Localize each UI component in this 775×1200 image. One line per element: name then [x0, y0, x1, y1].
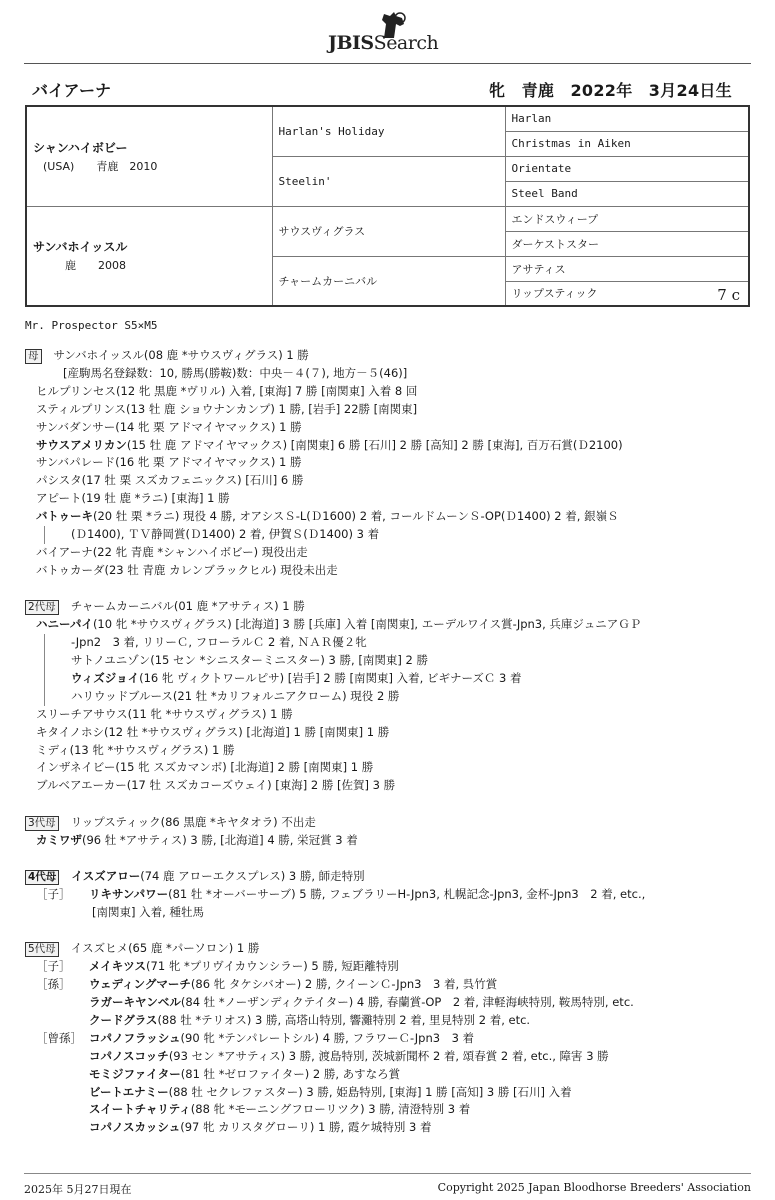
section-tag: 2代母 — [25, 600, 59, 615]
notable-horse-name[interactable]: クードグラス — [89, 1012, 158, 1027]
list-item: ［子］ リキサンパワー(81 牡 *オーバーサーブ) 5 勝, フェブラリーH-Jpn3, 札幌記念-Jpn3, 金杯-Jpn3 2 着, etc., — [25, 886, 750, 904]
list-item-continued: [南関東] 入着, 種牡馬 — [92, 904, 204, 919]
dam-dam[interactable]: チャームカーニバル — [272, 256, 505, 306]
list-item: スイートチャリティ(88 牝 *モーニングフローリツク) 3 勝, 清澄特別 3 着 — [89, 1102, 471, 1117]
header-divider — [24, 63, 751, 64]
notable-horse-name[interactable]: ウェディングマーチ — [89, 977, 191, 992]
list-item: ミディ(13 牝 *サウスヴィグラス) 1 勝 — [36, 742, 235, 757]
list-item: バトゥーキ(20 牡 栗 *ラニ) 現役 4 勝, オアシスＳ-L(Ｄ1600) 2 着, コールドムーンＳ-OP(Ｄ1400) 2 着, 銀嶺Ｓ — [36, 509, 619, 524]
section-tag: 3代母 — [25, 816, 59, 831]
list-item: ヒルプリンセス(12 牝 黒鹿 *ヴリル) 入着, [東海] 7 勝 [南関東] 入着 8 回 — [36, 383, 418, 398]
jbis-logo[interactable] — [0, 8, 775, 58]
list-item: ［曾孫］ コパノフラッシュ(90 牝 *テンパレートシル) 4 勝, フラワーＣ-Jpn3 3 着 — [25, 1030, 750, 1048]
list-item: ウィズジョイ(16 牝 ヴィクトワールピサ) [岩手] 2 勝 [南関東] 入着, ビギナーズＣ 3 着 — [71, 670, 522, 685]
list-item: スリーチアサウス(11 牝 *サウスヴィグラス) 1 勝 — [36, 706, 293, 721]
section-head: サンバホイッスル(08 鹿 *サウスヴィグラス) 1 勝 — [53, 348, 309, 362]
notable-horse-name[interactable]: サウスアメリカン — [36, 437, 127, 452]
sire-cell — [26, 106, 272, 206]
dam-details: 鹿 2008 — [43, 259, 126, 273]
notable-horse-name[interactable]: コパノフラッシュ — [89, 1030, 181, 1045]
notable-horse-name[interactable]: カミワザ — [36, 832, 82, 847]
section-tag: 5代母 — [25, 942, 59, 957]
pedigree-g3-cell[interactable]: Christmas in Aiken — [505, 131, 749, 156]
relation-label: ［子］ — [36, 886, 71, 901]
notable-horse-name[interactable]: リキサンパワー — [89, 886, 169, 901]
section-4th-dam — [25, 868, 750, 922]
list-item: モミジファイター(81 牡 *ゼロファイター) 2 勝, あすなろ賞 — [89, 1066, 401, 1081]
list-item: カミワザ(96 牡 *アサティス) 3 勝, [北海道] 4 勝, 栄冠賞 3 着 — [36, 832, 358, 847]
list-item: インザネイビー(15 牝 スズカマンボ) [北海道] 2 勝 [南関東] 1 勝 — [36, 760, 374, 775]
notable-horse-name[interactable]: ラガーキヤンベル — [89, 995, 181, 1009]
section-head: リップスティック(86 黒鹿 *キヤタオラ) 不出走 — [70, 814, 316, 829]
pedigree-g3-cell[interactable]: ダーケストスター — [505, 231, 749, 256]
section-dam — [25, 347, 750, 580]
pedigree-g3-cell[interactable]: Orientate — [505, 156, 749, 181]
pedigree-g3-cell[interactable]: アサティス — [505, 256, 749, 281]
list-item: バイアーナ(22 牝 青鹿 *シャンハイボビー) 現役出走 — [36, 544, 308, 559]
relation-label: ［曾孫］ — [36, 1030, 82, 1045]
notable-horse-name[interactable]: メイキツス — [89, 959, 147, 974]
dam-name[interactable]: サンバホイッスル — [33, 240, 128, 255]
pedigree-g3-cell[interactable]: エンドスウィープ — [505, 206, 749, 231]
horse-name: バイアーナ — [32, 81, 112, 100]
list-item: サンバパレード(16 牝 栗 アドマイヤマックス) 1 勝 — [36, 455, 302, 470]
section-tag: 4代母 — [25, 870, 59, 885]
horse-title-row — [32, 78, 732, 102]
sire-sire[interactable]: Harlan's Holiday — [272, 106, 505, 156]
footer-divider — [24, 1173, 751, 1174]
pedigree-g3-cell[interactable]: Steel Band — [505, 181, 749, 206]
section-head: イスズヒメ(65 鹿 *パーソロン) 1 勝 — [70, 941, 260, 956]
notable-horse-name[interactable]: コパノスコッチ — [89, 1048, 169, 1063]
notable-horse-name[interactable]: バトゥーキ — [36, 509, 93, 524]
relation-label: ［孫］ — [36, 977, 71, 992]
offspring-stats: [産駒馬名登録数：10, 勝馬(勝鞍)数：中央－４(７), 地方－５(46)] — [63, 365, 408, 380]
list-item-continued: (Ｄ1400), ＴＶ静岡賞(Ｄ1400) 2 着, 伊賀Ｓ(Ｄ1400) 3 着 — [71, 527, 380, 542]
dam-sire[interactable]: サウスヴィグラス — [272, 206, 505, 256]
notable-horse-name[interactable]: スイートチャリティ — [89, 1102, 191, 1117]
list-item: アピート(19 牡 鹿 *ラニ) [東海] 1 勝 — [36, 491, 230, 506]
section-3rd-dam — [25, 814, 750, 850]
list-item: ブルベアエーカー(17 牡 スズカコーズウェイ) [東海] 2 勝 [佐賀] 3 勝 — [36, 778, 396, 793]
notable-horse-name[interactable]: ビートエナミー — [89, 1084, 169, 1099]
notable-horse-name[interactable]: ハニーパイ — [36, 617, 93, 632]
section-tag: 母 — [25, 349, 42, 364]
list-item: ［子］ メイキツス(71 牝 *プリヴイカウンシラー) 5 勝, 短距離特別 — [25, 958, 750, 976]
notable-horse-name[interactable]: モミジファイター — [89, 1066, 181, 1081]
list-item: ［孫］ ウェディングマーチ(86 牝 タケシバオー) 2 勝, クイーンＣ-Jpn3 3 着, 呉竹賞 — [25, 976, 750, 994]
continuation-bar — [44, 526, 750, 544]
list-item: サンバダンサー(14 牝 栗 アドマイヤマックス) 1 勝 — [36, 419, 302, 434]
list-item: ハニーパイ(10 牝 *サウスヴィグラス) [北海道] 3 勝 [兵庫] 入着 [南関東], エーデルワイス賞-Jpn3, 兵庫ジュニアＧＰ — [36, 617, 642, 632]
family-code: 7 c — [717, 285, 740, 304]
notable-horse-name[interactable]: ウィズジョイ — [71, 670, 140, 685]
section-head: チャームカーニバル(01 鹿 *アサティス) 1 勝 — [70, 599, 305, 614]
list-item: スティルプリンス(13 牡 鹿 ショウナンカンプ) 1 勝, [岩手] 22勝 [南関東] — [36, 401, 418, 416]
sire-details: (USA) 青鹿 2010 — [43, 159, 158, 173]
descendant-bar — [44, 634, 750, 706]
section-2nd-dam — [25, 598, 750, 795]
relation-label: ［子］ — [36, 959, 71, 974]
brand-text: JBISSearch — [328, 32, 439, 54]
pedigree-g3-cell[interactable]: Harlan — [505, 106, 749, 131]
sire-name[interactable]: シャンハイボビー — [33, 140, 128, 155]
as-of-date: 2025年 5月27日現在 — [24, 1183, 132, 1196]
list-item: ハリウッドブルース(21 牡 *カリフォルニアクローム) 現役 2 勝 — [71, 688, 400, 703]
list-item: キタイノホシ(12 牡 *サウスヴィグラス) [北海道] 1 勝 [南関東] 1 勝 — [36, 724, 390, 739]
section-head: (74 鹿 アローエクスプレス) 3 勝, 師走特別 — [140, 869, 365, 884]
list-item: ラガーキヤンベル(84 牡 *ノーザンディクテイター) 4 勝, 春蘭賞-OP 2 着, 津軽海峡特別, 鞍馬特別, etc. — [89, 995, 634, 1009]
notable-horse-name[interactable]: イスズアロー — [71, 869, 141, 884]
copyright: Copyright 2025 Japan Bloodhorse Breeders' Association — [437, 1181, 751, 1194]
inbreeding-note: Mr. Prospector S5×M5 — [25, 319, 158, 332]
list-item: パシスタ(17 牡 栗 スズカフェニックス) [石川] 6 勝 — [36, 473, 304, 488]
sire-dam[interactable]: Steelin' — [272, 156, 505, 206]
list-item: コパノスコッチ(93 セン *アサティス) 3 勝, 渡島特別, 茨城新聞杯 2 着, 頌春賞 2 着, etc., 障害 3 勝 — [89, 1048, 609, 1063]
family-content — [25, 347, 750, 1156]
notable-horse-name[interactable]: コパノスカッシュ — [89, 1120, 181, 1135]
list-item: サウスアメリカン(15 牡 鹿 アドマイヤマックス) [南関東] 6 勝 [石川] 2 勝 [高知] 2 勝 [東海], 百万石賞(Ｄ2100) — [36, 437, 623, 452]
dam-cell — [26, 206, 272, 306]
list-item: バトゥカーダ(23 牡 青鹿 カレンブラックヒル) 現役未出走 — [36, 562, 338, 577]
list-item: コパノスカッシュ(97 牝 カリスタグローリ) 1 勝, 霞ケ城特別 3 着 — [89, 1120, 432, 1135]
list-item-continued: -Jpn2 3 着, リリーＣ, フローラルＣ 2 着, ＮＡＲ優２牝 — [71, 635, 367, 650]
pedigree-g3-cell-last — [505, 281, 749, 306]
list-item: サトノユニゾン(15 セン *シニスターミニスター) 3 勝, [南関東] 2 勝 — [71, 653, 428, 667]
pedigree-g3-name[interactable]: リップスティック — [511, 287, 598, 301]
list-item: ビートエナミー(88 牡 セクレファスター) 3 勝, 姫島特別, [東海] 1 勝 [高知] 3 勝 [石川] 入着 — [89, 1084, 572, 1099]
list-item: クードグラス(88 牡 *テリオス) 3 勝, 高塔山特別, 響灘特別 2 着, 里見特別 2 着, etc. — [89, 1012, 531, 1027]
horse-info: 牝 青鹿 2022年 3月24日生 — [488, 81, 732, 100]
pedigree-table — [25, 105, 750, 307]
section-5th-dam — [25, 940, 750, 1137]
